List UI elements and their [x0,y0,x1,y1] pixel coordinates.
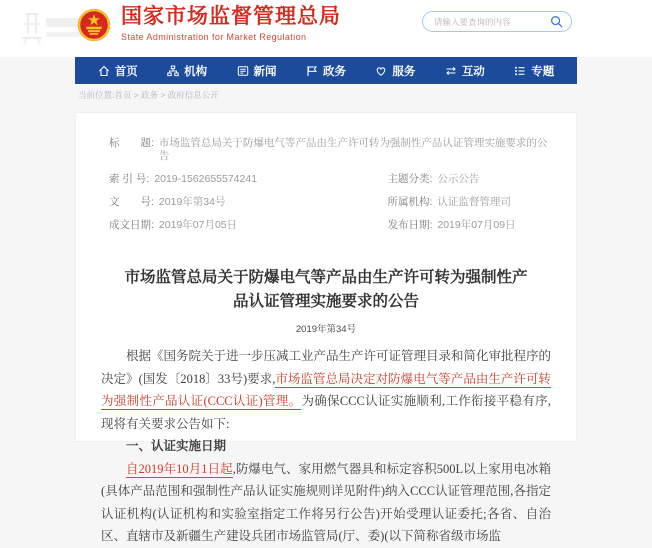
gov-flag-icon [306,65,318,77]
site-subtitle: State Administration for Market Regulation [121,32,307,42]
exchange-arrows-icon [445,65,457,77]
meta-row-title [109,137,551,163]
brand-text [121,4,341,42]
nav-item-label: 服务 [392,65,416,78]
meta-org-label: 所属机构: [387,196,433,208]
topic-list-icon [514,65,526,77]
national-emblem-icon [77,8,111,42]
nav-item-label: 新闻 [253,65,277,78]
highlighted-text: 自2019年10月1日起 [126,461,233,476]
paragraph-text: 为确保CCC认证实施顺利,工作衔接平稳有序,现将有关要求公告如下: [101,394,552,431]
news-icon [237,65,249,77]
brand [77,4,341,42]
nav-item-label: 政务 [322,65,346,78]
meta-title-value: 市场监管总局关于防爆电气等产品由生产许可转为强制性产品认证管理实施要求的公告 [158,137,548,162]
highlighted-text: 市场监管总局决定对防爆电气等产品由生产许可转为强制性产品认证(CCC认证)管理。 [101,371,551,408]
paragraph-2 [101,458,551,548]
site-title: 国家市场监督管理总局 [121,5,341,28]
org-chart-icon [167,65,179,77]
nav-item-home[interactable] [98,63,138,79]
nav-item-interact[interactable] [445,63,485,79]
nav-item-orgs[interactable] [167,63,207,79]
nav-item-label: 首页 [114,65,138,78]
article-title: 市场监管总局关于防爆电气等产品由生产许可转为强制性产品认证管理实施要求的公告 [124,269,528,310]
meta-pubdate-value: 2019年07月09日 [437,219,516,231]
search-input[interactable] [423,17,550,27]
nav-item-gov[interactable] [306,63,346,79]
article-body [101,345,551,548]
meta-category-label: 主题分类: [387,173,433,185]
section-heading-1: 一、认证实施日期 [126,439,227,453]
meta-row [109,219,551,232]
document-meta [101,137,551,232]
breadcrumb: 当前位置:首页 > 政务 > 政府信息公开 [78,90,219,100]
nav-item-topics[interactable] [514,63,554,79]
meta-org-value: 认证监督管理司 [437,196,511,208]
site-header [0,0,652,57]
meta-pubdate [387,219,551,232]
nav-item-label: 互动 [461,65,485,78]
main-nav [75,57,577,84]
home-icon [98,65,110,77]
meta-index-label: 索 引 号: [109,173,150,185]
meta-date [109,219,387,232]
search-icon[interactable] [550,15,563,28]
meta-date-label: 成文日期: [109,219,154,231]
meta-row [109,173,551,186]
content-panel [75,112,577,543]
doc-number: 2019年第34号 [295,324,357,335]
nav-item-label: 机构 [184,65,208,78]
nav-item-services[interactable] [375,63,415,79]
meta-category-value: 公示公告 [437,173,480,185]
meta-docno [109,196,387,209]
meta-docno-value: 2019年第34号 [158,196,226,208]
meta-docno-label: 文 号: [109,196,154,208]
meta-category [387,173,551,186]
paragraph-text: 根据《国务院关于进一步压减工业产品生产许可证管理目录和简化审批程序的决定》(国发〔2018〕33号)要求, [101,349,552,386]
search-box[interactable] [422,11,572,32]
meta-org [387,196,551,209]
meta-index [109,173,387,186]
meta-index-value: 2019-1562655574241 [154,173,258,185]
paragraph-1 [101,345,551,435]
meta-row [109,196,551,209]
article [101,266,551,548]
nav-item-news[interactable] [237,63,277,79]
heart-icon [375,65,387,77]
meta-date-value: 2019年07月05日 [158,219,238,231]
meta-title-label: 标 题: [109,137,154,149]
nav-item-label: 专题 [531,65,555,78]
paragraph-text: ,防爆电气、家用燃气器具和标定容积500L以上家用电冰箱(具体产品范围和强制性产品认证实施规则详见附件)纳入CCC认证管理范围,各指定认证机构(认证机构和实验室指定工作将另行公告)开始受理认证委托;各省、自治区、直辖市及新疆生产建设兵团市场监管局(厅、委)(以下简称省级市场监 [101,461,551,543]
meta-pubdate-label: 发布日期: [387,219,433,231]
